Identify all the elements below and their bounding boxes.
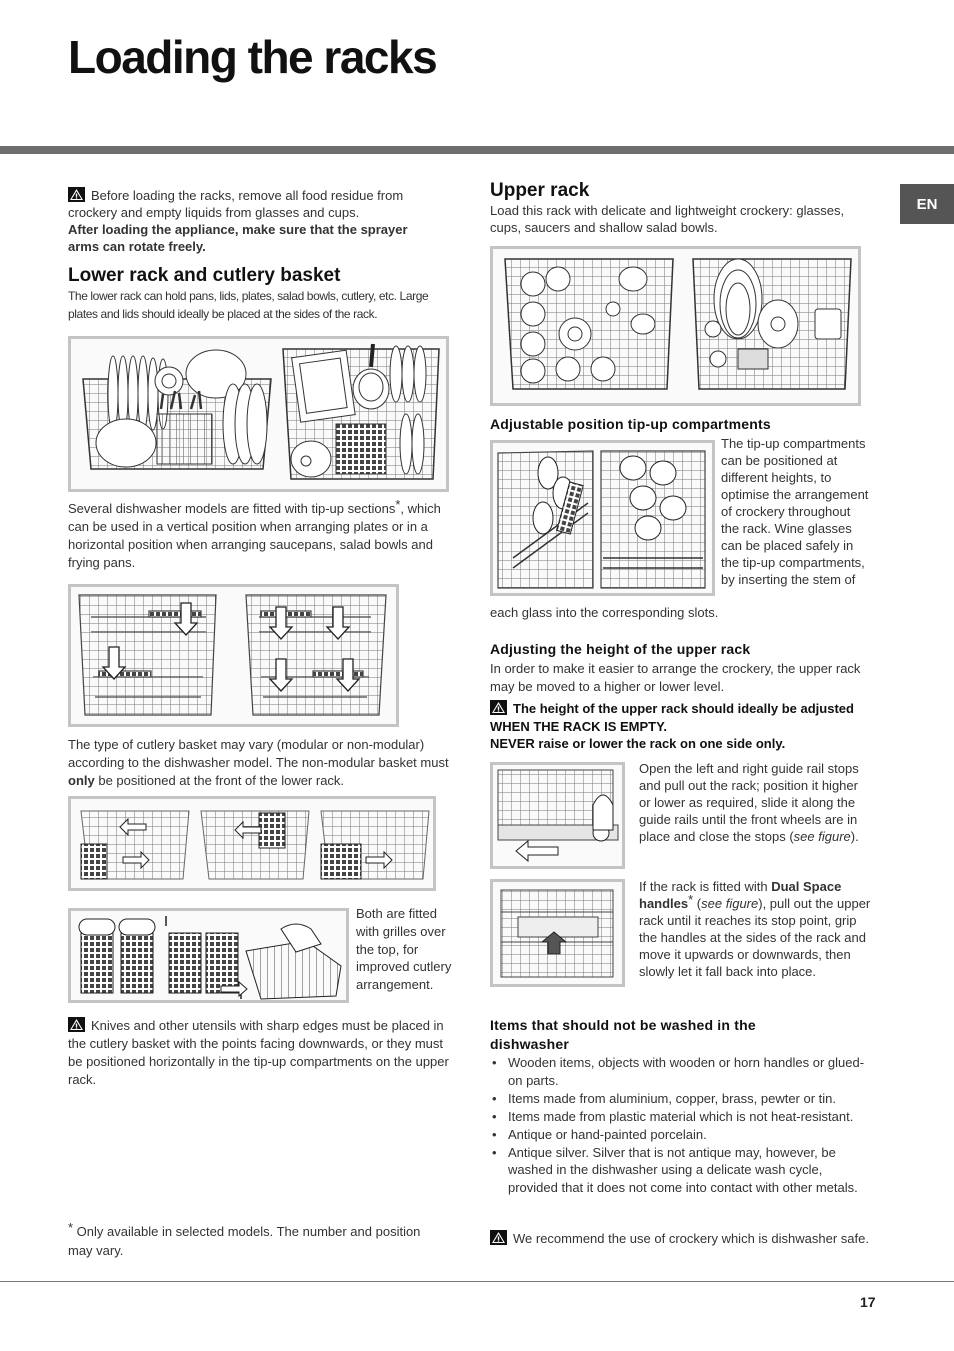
lower-rack-figure — [68, 336, 449, 492]
lower-rack-text: The lower rack can hold pans, lids, plates, salad bowls, cutlery, etc. Large plates and lids should ideally be placed at the sides of the rack. — [68, 289, 429, 321]
tipup-right-rack — [246, 595, 386, 715]
dual-space-figure — [490, 879, 625, 987]
footnote-star: * — [395, 497, 401, 512]
tipup-compartments-figure — [490, 440, 715, 596]
not-washed-heading: Items that should not be washed in the dishwasher — [490, 1017, 756, 1052]
intro-text — [68, 187, 438, 255]
footnote-star: * — [68, 1220, 74, 1235]
guide-rail-figure — [490, 762, 625, 869]
tipup-text-a: Several dishwasher models are fitted with tip-up sections — [68, 501, 396, 516]
guide-text-b: ). — [850, 829, 859, 844]
language-tab: EN — [900, 184, 954, 224]
footer-divider — [0, 1281, 954, 1282]
cutlery-basket-3 — [321, 844, 361, 879]
upper-rack-right-illustration — [693, 259, 851, 389]
warning-icon — [490, 700, 507, 715]
knives-text — [68, 1017, 456, 1089]
upper-rack-heading: Upper rack — [490, 180, 590, 201]
recommend-warning-text: We recommend the use of crockery which is dishwasher safe. — [513, 1231, 869, 1246]
tipup-sections-text — [68, 497, 450, 572]
footnote — [68, 1222, 428, 1260]
list-item: • Items made from aluminium, copper, brass, pewter or tin. — [490, 1090, 872, 1108]
dual-bold: Dual Space handles — [639, 879, 842, 911]
list-item: • Antique or hand-painted porcelain. — [490, 1126, 872, 1144]
height-warning-line2: WHEN THE RACK IS EMPTY. — [490, 718, 667, 734]
warning-icon — [68, 187, 85, 202]
cutlery-basket-figure — [68, 796, 436, 891]
page-title: Loading the racks — [68, 31, 437, 83]
basket-bold: only — [68, 773, 95, 788]
tipup-text: The tip-up compartments can be positioned at different heights, to optimise the arrangement of crockery throughout the rack. Wine glasses can be placed safely in the tip-up compartments, by inserting the stem of — [721, 436, 869, 587]
tipup-text-b: , which can be used in a vertical position when arranging plates or in a horizontal position when arranging saucepans, salad bowls and frying pans. — [68, 501, 441, 570]
dual-text-c: ), pull out the upper rack until it reaches its stop point, grip the handles at the sides of the rack and move it upwards or downwards, then slowly let it fall back into place. — [639, 896, 871, 979]
header-divider — [0, 146, 954, 154]
footnote-text: Only available in selected models. The number and position may vary. — [68, 1224, 421, 1258]
height-warning — [490, 700, 875, 753]
cutlery-basket-1 — [81, 844, 107, 879]
dual-text-a: If the rack is fitted with — [639, 879, 772, 894]
lower-rack-right-illustration — [283, 344, 439, 479]
height-warning-line1: The height of the upper rack should ideally be adjusted — [513, 701, 854, 716]
upper-rack-text: Load this rack with delicate and lightweight crockery: glasses, cups, saucers and shallow salad bowls. — [490, 203, 845, 235]
guide-italic: see figure — [793, 829, 851, 844]
height-heading: Adjusting the height of the upper rack — [490, 641, 751, 657]
tipup-left-rack — [79, 595, 216, 715]
cutlery-basket-2 — [259, 813, 285, 848]
lower-rack-heading: Lower rack and cutlery basket — [68, 265, 341, 286]
recommend-text — [490, 1230, 870, 1248]
tipup-heading: Adjustable position tip-up compartments — [490, 416, 771, 432]
basket-text-b: be positioned at the front of the lower rack. — [94, 773, 345, 788]
intro-bold-text: After loading the appliance, make sure that the sprayer arms can rotate freely. — [68, 222, 408, 254]
list-item: • Items made from plastic material which is not heat-resistant. — [490, 1108, 872, 1126]
upper-rack-figure — [490, 246, 861, 406]
footnote-star: * — [688, 892, 694, 907]
cutlery-basket-text — [68, 736, 456, 790]
guide-rail-text — [639, 760, 869, 845]
grilles-text: Both are fitted with grilles over the top, for improved cutlery arrangement. — [356, 906, 452, 993]
guide-text-a: Open the left and right guide rail stops and pull out the rack; position it higher or lower as required, slide it along the guide rails until the front wheels are in place and close the stops ( — [639, 761, 859, 844]
list-item: • Wooden items, objects with wooden or horn handles or glued-on parts. — [490, 1054, 872, 1089]
cutlery-grilles-figure — [68, 908, 349, 1003]
warning-icon — [490, 1230, 507, 1245]
tipup-sections-figure — [68, 584, 399, 727]
tipup-text-continued: each glass into the corresponding slots. — [490, 605, 719, 620]
intro-warning-text: Before loading the racks, remove all food residue from crockery and empty liquids from glasses and cups. — [68, 188, 404, 220]
basket-text-a: The type of cutlery basket may vary (modular or non-modular) according to the dishwasher model. The non-modular basket must — [68, 737, 449, 770]
dual-text-b: ( — [693, 896, 702, 911]
list-item: • Antique silver. Silver that is not antique may, however, be washed in the dishwasher using a delicate wash cycle, provided that it does not come into contact with other metals. — [490, 1144, 872, 1197]
not-washed-list — [490, 1054, 872, 1197]
page-number: 17 — [860, 1294, 876, 1310]
height-warning-line3: NEVER raise or lower the rack on one side only. — [490, 736, 786, 751]
warning-icon — [68, 1017, 85, 1032]
height-text: In order to make it easier to arrange the crockery, the upper rack may be moved to a higher or lower level. — [490, 661, 861, 694]
dual-italic: see figure — [701, 896, 759, 911]
dual-space-text — [639, 878, 871, 980]
upper-rack-left-illustration — [505, 259, 673, 389]
knives-warning-text: Knives and other utensils with sharp edges must be placed in the cutlery basket with the points facing downwards, or they must be positioned horizontally in the tip-up compartments on the upper rack. — [68, 1018, 449, 1087]
lower-rack-left-illustration — [83, 350, 271, 469]
